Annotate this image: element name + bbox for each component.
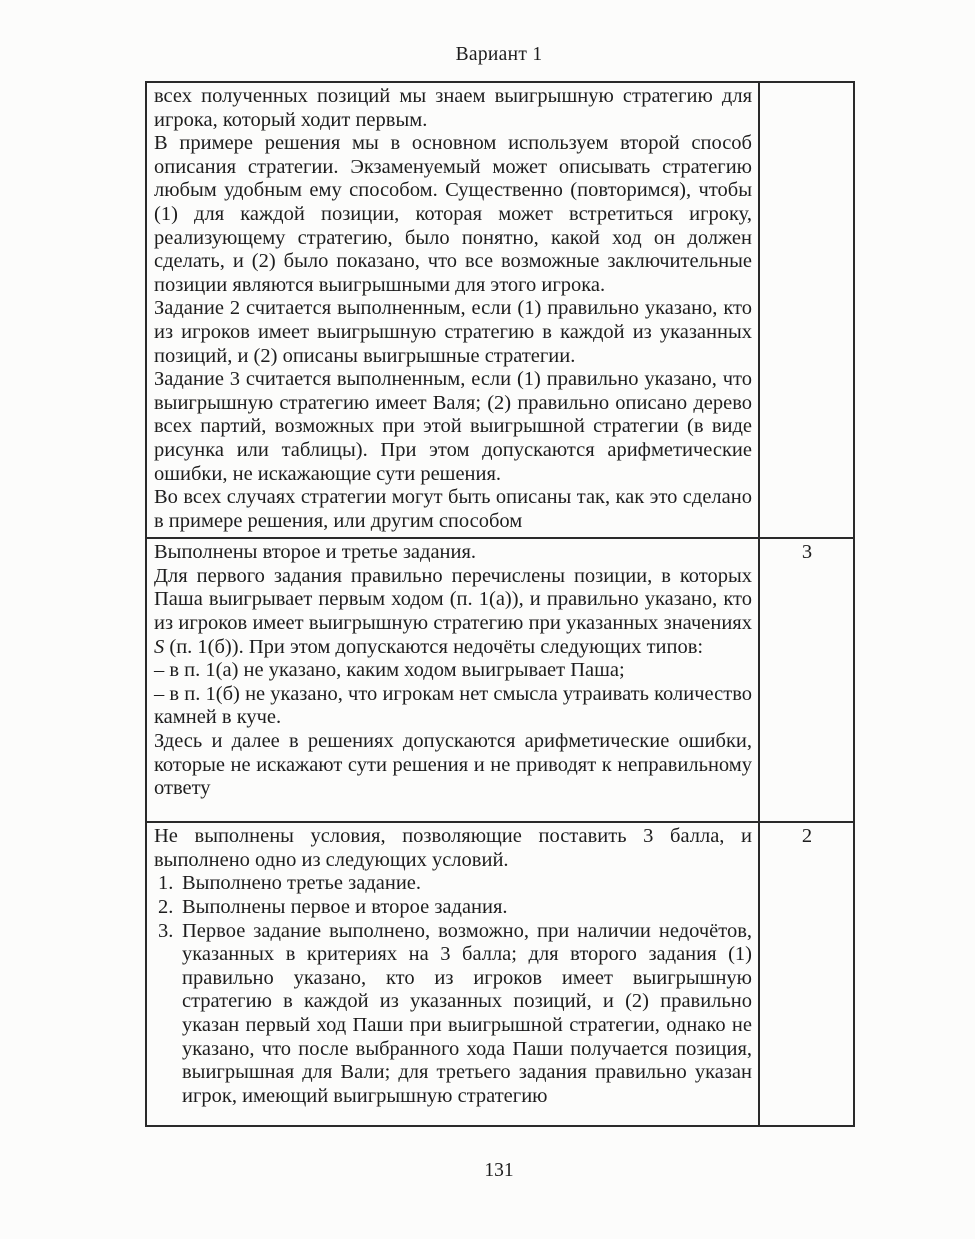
scoring-criteria-table — [145, 81, 855, 1127]
score-cell — [759, 82, 854, 538]
variable-s: S — [154, 635, 165, 658]
criteria-cell — [146, 822, 759, 1126]
conditions-list — [154, 872, 752, 1108]
criteria-cell — [146, 538, 759, 822]
list-item-number: 2. — [158, 896, 174, 919]
criteria-paragraph: Выполнены второе и третье задания. — [154, 541, 477, 564]
list-item — [154, 896, 752, 920]
table-row — [146, 82, 854, 538]
criteria-text: (п. 1(б)). При этом допускаются недочёты следующих типов: — [164, 635, 704, 658]
document-body — [145, 44, 853, 1127]
page-header: Вариант 1 — [455, 44, 543, 65]
score-cell — [759, 822, 854, 1126]
criteria-paragraph — [154, 565, 752, 659]
list-item-number: 1. — [158, 872, 174, 895]
criteria-paragraph: В примере решения мы в основном используем второй способ описания стратегии. Экзаменуемый может описывать стратегию любым удобным ему способом. Существенно (повторимся), чтобы (1) для каждой позиции, которая может встретиться игроку, реализующему стратегию, было понятно, какой ход он должен сделать, и (2) было показано, что все возможные заключительные позиции являются выигрышными для этого игрока. — [154, 132, 752, 296]
criteria-dash-item: – в п. 1(б) не указано, что игрокам нет смысла утраивать количество камней в куче. — [154, 682, 752, 729]
score-cell — [759, 538, 854, 822]
criteria-text: Для первого задания правильно перечислены позиции, в которых Паша выигрывает первым ходом (п. 1(а)), и правильно указано, кто из игроков имеет выигрышную стратегию при указанных значениях — [154, 564, 752, 635]
list-item-text: Выполнено третье задание. — [182, 872, 422, 895]
list-item — [154, 920, 752, 1109]
criteria-paragraph: Не выполнены условия, позволяющие поставить 3 балла, и выполнено одно из следующих условий. — [154, 825, 752, 871]
list-item-number: 3. — [158, 919, 174, 942]
score-value: 2 — [801, 825, 813, 848]
criteria-content — [154, 825, 752, 1121]
criteria-paragraph: Задание 3 считается выполненным, если (1) правильно указано, что выигрышную стратегию имеет Валя; (2) правильно описано дерево всех партий, возможных при этой выигрышной стратегии (в виде рисунка или таблицы). При этом допускаются арифметические ошибки, не искажающие сути решения. — [154, 368, 752, 485]
criteria-paragraph: Во всех случаях стратегии могут быть описаны так, как это сделано в примере решения, или другим способом — [154, 486, 752, 532]
criteria-content — [154, 541, 752, 817]
list-item-text: Первое задание выполнено, возможно, при наличии недочётов, указанных в критериях на 3 балла; для второго задания (1) правильно указано, кто из игроков имеет выигрышную стратегию в каждой из указанных позиций, и (2) правильно указан первый ход Паши при выигрышной стратегии, однако не указано, что после выбранного хода Паши получается позиция, выигрышная для Вали; для третьего задания правильно указан игрок, имеющий выигрышную стратегию — [182, 919, 752, 1107]
criteria-paragraph: Здесь и далее в решениях допускаются арифметические ошибки, которые не искажают сути решения и не приводят к неправильному ответу — [154, 730, 752, 800]
score-value: 3 — [801, 541, 813, 564]
list-item — [154, 872, 752, 896]
criteria-dash-item: – в п. 1(а) не указано, каким ходом выигрывает Паша; — [154, 659, 625, 682]
criteria-paragraph: всех полученных позиций мы знаем выигрышную стратегию для игрока, который ходит первым. — [154, 85, 752, 131]
criteria-cell — [146, 82, 759, 538]
table-row — [146, 538, 854, 822]
page-number: 131 — [484, 1160, 514, 1181]
list-item-text: Выполнены первое и второе задания. — [182, 896, 508, 919]
criteria-paragraph: Задание 2 считается выполненным, если (1) правильно указано, кто из игроков имеет выигрышную стратегию в каждой из указанных позиций, и (2) описаны выигрышные стратегии. — [154, 297, 752, 367]
table-row — [146, 822, 854, 1126]
criteria-content — [154, 85, 752, 533]
